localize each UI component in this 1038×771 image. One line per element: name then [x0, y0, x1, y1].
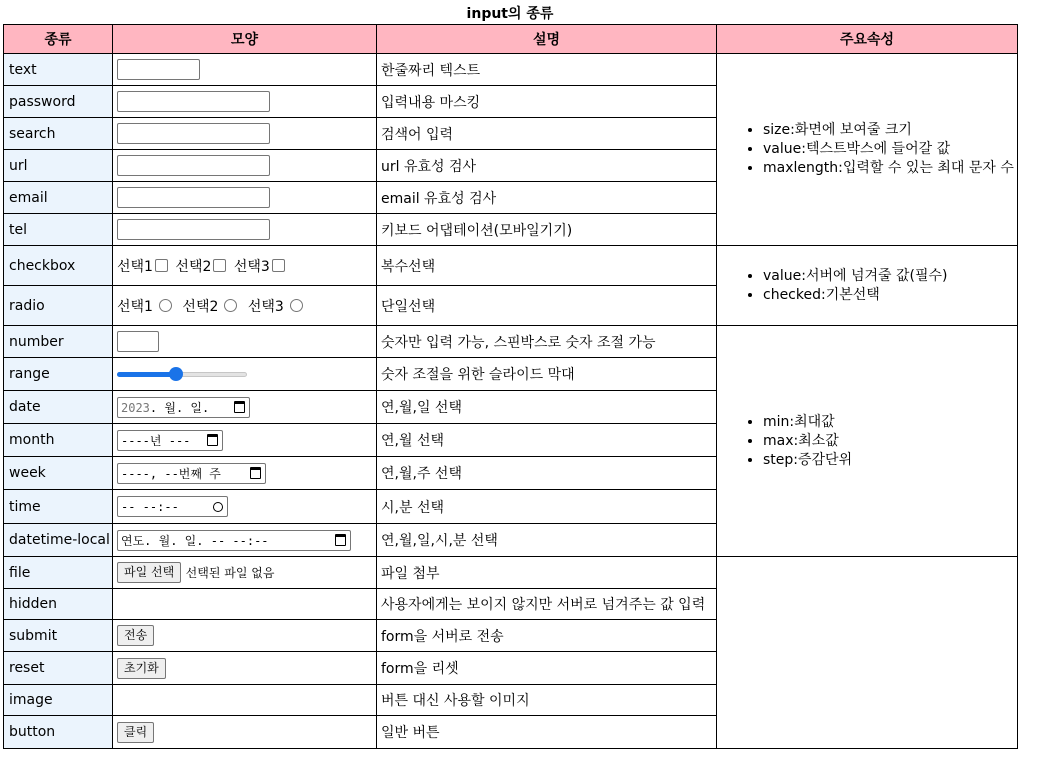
type-cell: time	[4, 490, 113, 524]
desc-cell: 파일 첨부	[377, 557, 717, 589]
click-button[interactable]: 클릭	[117, 722, 154, 743]
header-type: 종류	[4, 25, 113, 54]
week-input[interactable]	[117, 463, 266, 484]
shape-cell	[113, 326, 377, 358]
shape-cell	[113, 118, 377, 150]
type-cell: radio	[4, 286, 113, 326]
desc-cell: 연,월,일,시,분 선택	[377, 524, 717, 557]
desc-cell: 사용자에게는 보이지 않지만 서버로 넘겨주는 값 입력	[377, 589, 717, 620]
date-input[interactable]	[117, 397, 250, 418]
shape-cell	[113, 214, 377, 246]
tel-input[interactable]	[117, 219, 270, 240]
desc-cell: form을 서버로 전송	[377, 620, 717, 652]
props-cell-empty	[717, 557, 1018, 749]
time-placeholder: -- --:--	[121, 499, 179, 514]
type-cell: date	[4, 391, 113, 424]
desc-cell: email 유효성 검사	[377, 182, 717, 214]
desc-cell: 숫자 조절을 위한 슬라이드 막대	[377, 358, 717, 391]
desc-cell: 연,월,주 선택	[377, 457, 717, 490]
date-placeholder: . 월. 일.	[149, 400, 210, 415]
radio-1[interactable]	[159, 299, 172, 312]
shape-cell	[113, 286, 377, 326]
props-list	[721, 121, 1013, 178]
props-list	[721, 267, 1013, 305]
month-placeholder: ----년 ---	[121, 433, 191, 448]
shape-cell	[113, 490, 377, 524]
type-cell: search	[4, 118, 113, 150]
radio-label-3: 선택3	[247, 298, 284, 315]
desc-cell: 연,월,일 선택	[377, 391, 717, 424]
shape-cell	[113, 182, 377, 214]
checkbox-2[interactable]	[213, 259, 226, 272]
desc-cell: form을 리셋	[377, 652, 717, 685]
shape-cell	[113, 150, 377, 182]
type-cell: url	[4, 150, 113, 182]
range-slider[interactable]	[117, 366, 247, 382]
reset-button[interactable]: 초기화	[117, 658, 166, 679]
shape-cell	[113, 246, 377, 286]
list-item: • step:증감단위	[763, 451, 1013, 470]
type-cell: text	[4, 54, 113, 86]
type-cell: submit	[4, 620, 113, 652]
slider-thumb[interactable]	[169, 367, 183, 381]
file-status: 선택된 파일 없음	[185, 566, 275, 580]
desc-cell: 한줄짜리 텍스트	[377, 54, 717, 86]
search-input[interactable]	[117, 123, 270, 144]
type-cell: image	[4, 685, 113, 716]
shape-cell	[113, 716, 377, 749]
type-cell: tel	[4, 214, 113, 246]
number-input[interactable]	[117, 331, 159, 352]
type-cell: number	[4, 326, 113, 358]
shape-cell	[113, 54, 377, 86]
table-row	[4, 326, 1018, 358]
desc-cell: url 유효성 검사	[377, 150, 717, 182]
file-choose-button[interactable]: 파일 선택	[117, 562, 181, 583]
list-item: • value:텍스트박스에 들어갈 값	[763, 140, 1013, 159]
checkbox-3[interactable]	[272, 259, 285, 272]
type-cell: email	[4, 182, 113, 214]
shape-cell	[113, 457, 377, 490]
time-input[interactable]	[117, 496, 228, 517]
table-row	[4, 246, 1018, 286]
desc-cell: 검색어 입력	[377, 118, 717, 150]
props-cell	[717, 326, 1018, 557]
datetime-local-input[interactable]	[117, 530, 351, 551]
radio-2[interactable]	[224, 299, 237, 312]
type-cell: week	[4, 457, 113, 490]
shape-cell	[113, 524, 377, 557]
radio-label-2: 선택2	[182, 298, 219, 315]
shape-cell	[113, 589, 377, 620]
list-item: • size:화면에 보여줄 크기	[763, 121, 1013, 140]
calendar-icon[interactable]	[207, 434, 218, 446]
desc-cell: 연,월 선택	[377, 424, 717, 457]
shape-cell	[113, 652, 377, 685]
checkbox-label-1: 선택1	[117, 258, 153, 275]
type-cell: range	[4, 358, 113, 391]
checkbox-label-2: 선택2	[175, 258, 212, 275]
calendar-icon[interactable]	[250, 467, 261, 479]
shape-cell	[113, 424, 377, 457]
type-cell: checkbox	[4, 246, 113, 286]
url-input[interactable]	[117, 155, 270, 176]
list-item: • value:서버에 넘겨줄 값(필수)	[763, 267, 1013, 286]
table-row	[4, 54, 1018, 86]
input-types-table	[3, 24, 1018, 749]
calendar-icon[interactable]	[234, 401, 245, 413]
radio-label-1: 선택1	[117, 298, 153, 315]
desc-cell: 시,분 선택	[377, 490, 717, 524]
list-item: • maxlength:입력할 수 있는 최대 문자 수	[763, 159, 1013, 178]
shape-cell	[113, 557, 377, 589]
checkbox-label-3: 선택3	[233, 258, 270, 275]
type-cell: file	[4, 557, 113, 589]
clock-icon[interactable]	[213, 502, 223, 512]
type-cell: datetime-local	[4, 524, 113, 557]
text-input[interactable]	[117, 59, 200, 80]
submit-button[interactable]: 전송	[117, 625, 154, 646]
header-row	[4, 25, 1018, 54]
header-description: 설명	[377, 25, 717, 54]
password-input[interactable]	[117, 91, 270, 112]
desc-cell: 입력내용 마스킹	[377, 86, 717, 118]
desc-cell: 버튼 대신 사용할 이미지	[377, 685, 717, 716]
radio-3[interactable]	[290, 299, 303, 312]
desc-cell: 일반 버튼	[377, 716, 717, 749]
type-cell: password	[4, 86, 113, 118]
checkbox-1[interactable]	[155, 259, 168, 272]
header-attributes: 주요속성	[717, 25, 1018, 54]
desc-cell: 단일선택	[377, 286, 717, 326]
props-cell	[717, 246, 1018, 326]
list-item: • max:최소값	[763, 432, 1013, 451]
list-item: • checked:기본선택	[763, 286, 1013, 305]
email-input[interactable]	[117, 187, 270, 208]
month-input[interactable]	[117, 430, 223, 451]
shape-cell	[113, 358, 377, 391]
header-shape: 모양	[113, 25, 377, 54]
type-cell: button	[4, 716, 113, 749]
desc-cell: 복수선택	[377, 246, 717, 286]
table-caption: input의 종류	[466, 6, 554, 22]
shape-cell	[113, 391, 377, 424]
type-cell: reset	[4, 652, 113, 685]
type-cell: month	[4, 424, 113, 457]
type-cell: hidden	[4, 589, 113, 620]
desc-cell: 숫자만 입력 가능, 스핀박스로 숫자 조절 가능	[377, 326, 717, 358]
desc-cell: 키보드 어댑테이션(모바일기기)	[377, 214, 717, 246]
datetime-placeholder: 연도. 월. 일. -- --:--	[121, 533, 269, 548]
list-item: • min:최대값	[763, 413, 1013, 432]
slider-fill	[117, 372, 176, 377]
shape-cell	[113, 620, 377, 652]
shape-cell	[113, 685, 377, 716]
table-row	[4, 557, 1018, 589]
date-year: 2023	[121, 400, 150, 415]
shape-cell	[113, 86, 377, 118]
week-placeholder: ----, --번째 주	[121, 466, 221, 481]
props-cell	[717, 54, 1018, 246]
calendar-icon[interactable]	[335, 534, 346, 546]
props-list	[721, 413, 1013, 470]
